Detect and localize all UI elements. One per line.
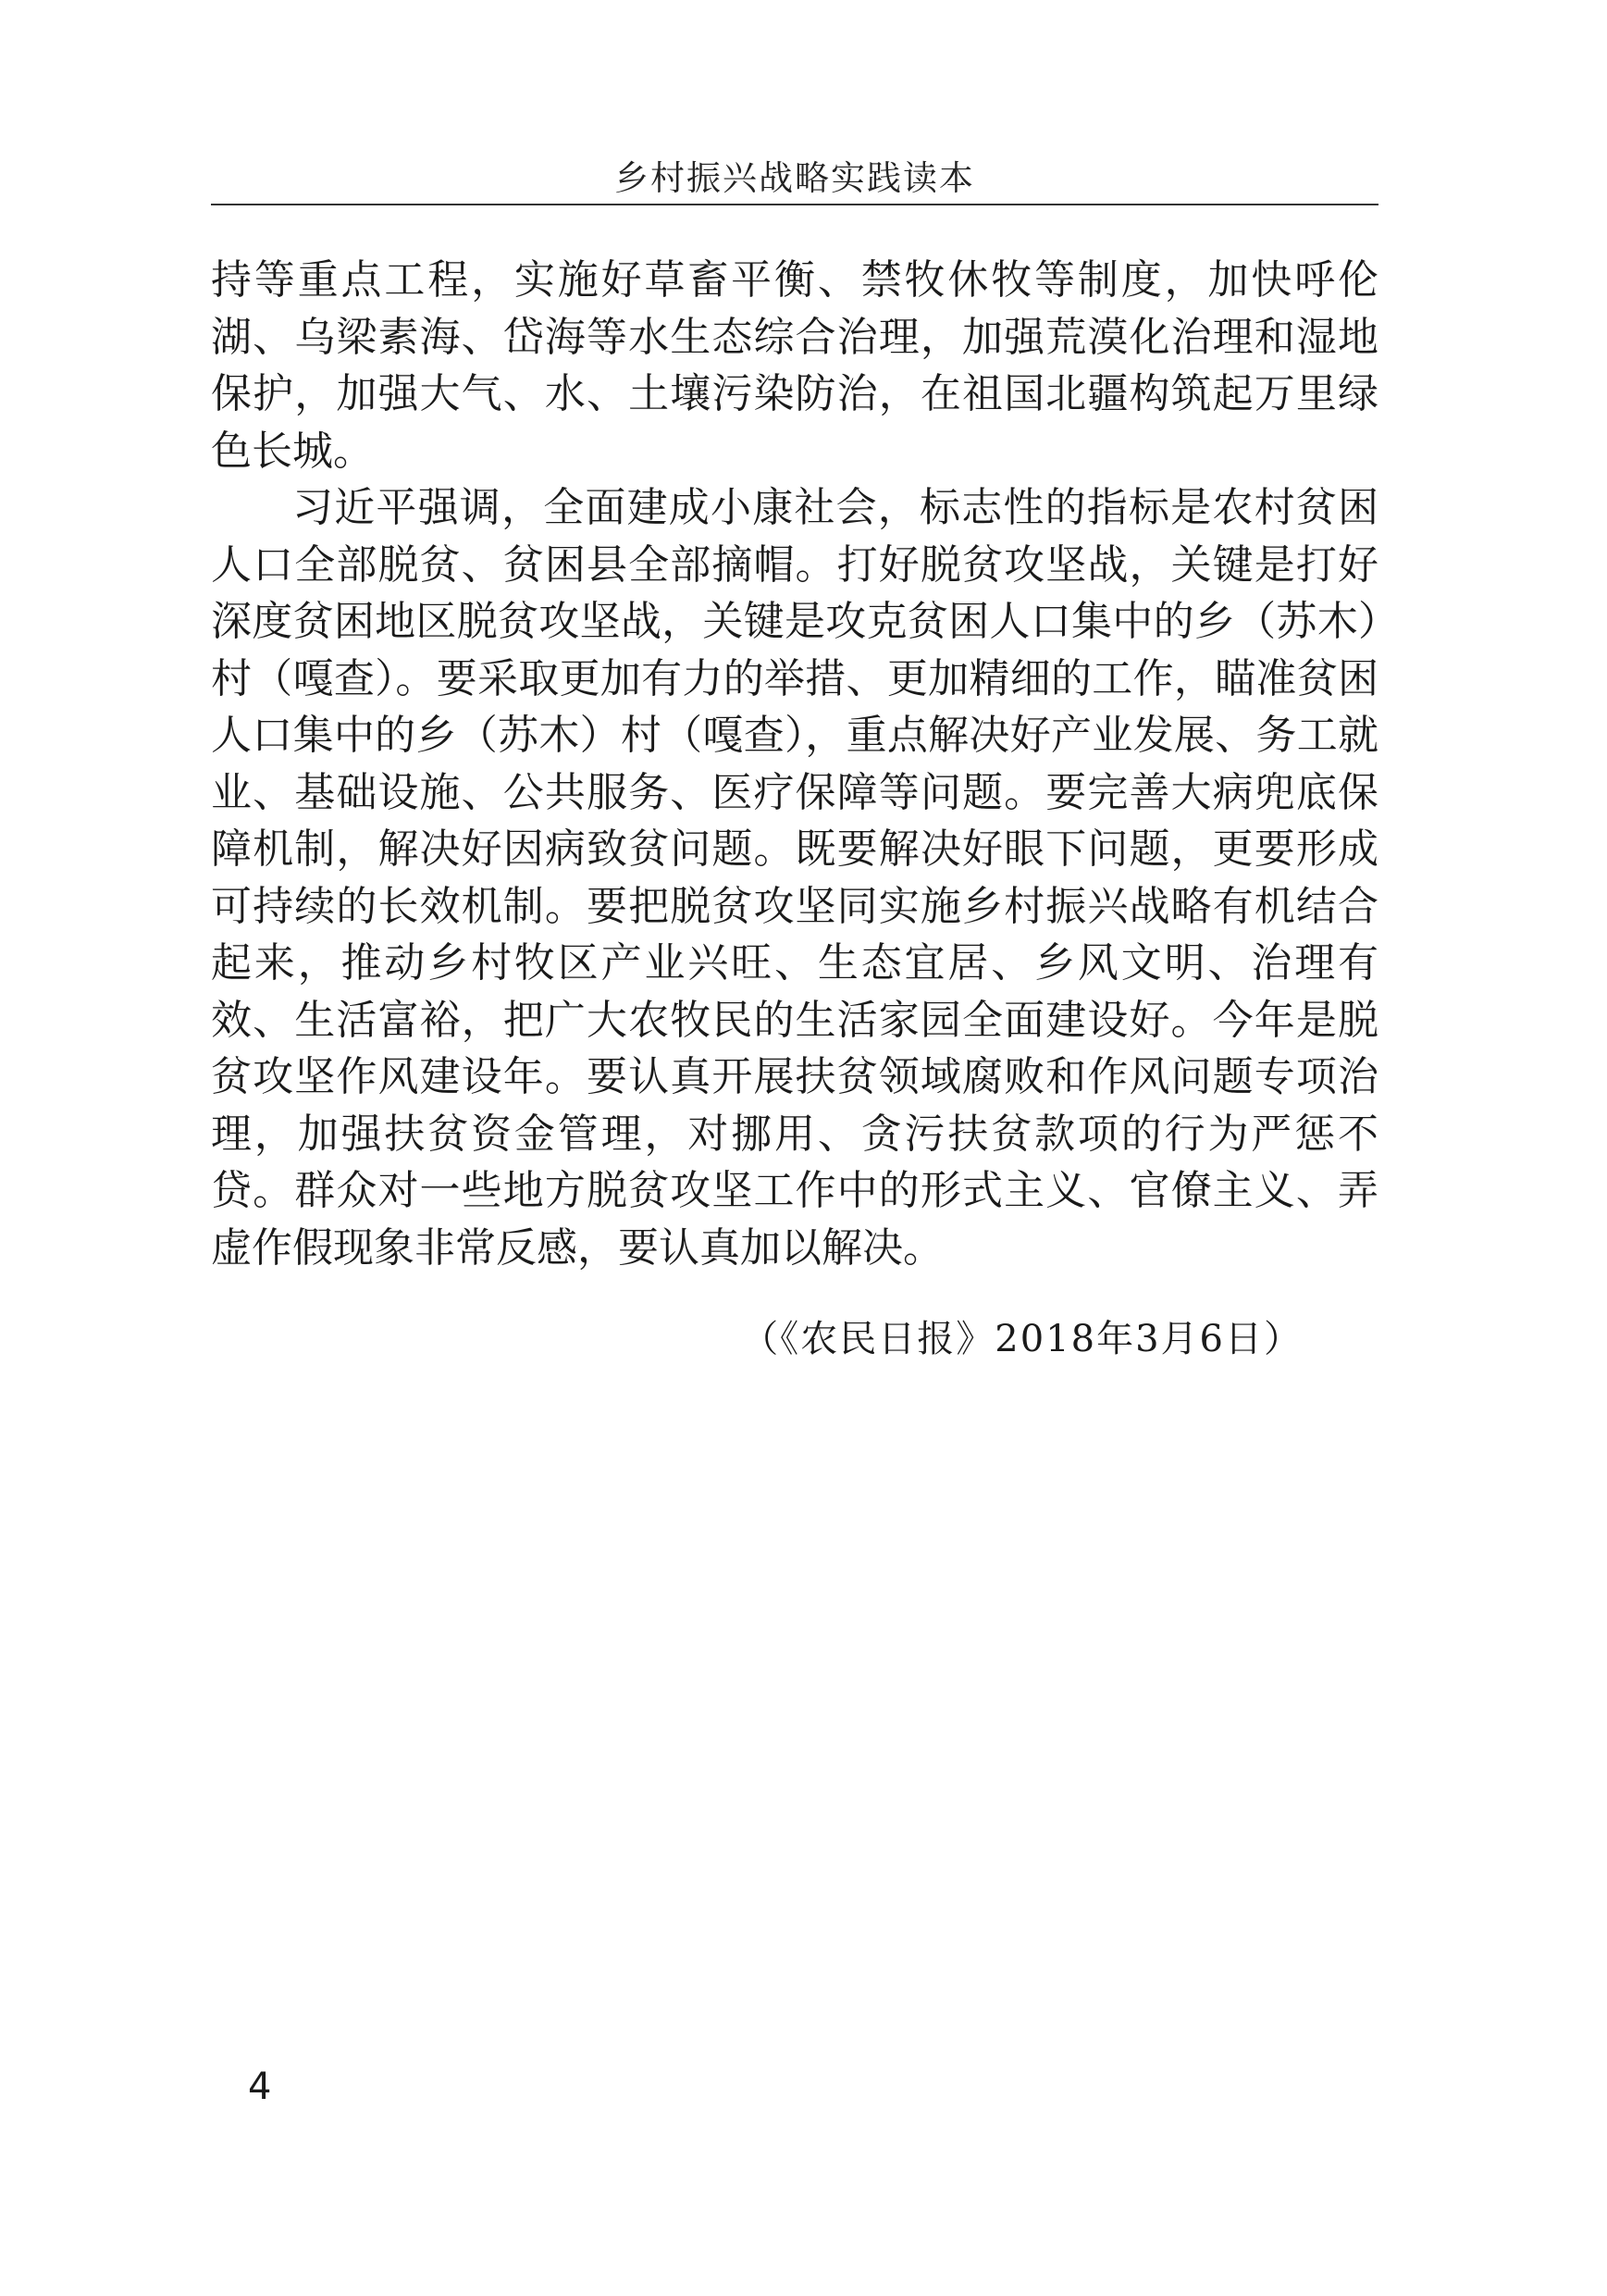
paragraph-continued: 持等重点工程，实施好草畜平衡、禁牧休牧等制度，加快呼伦湖、乌梁素海、岱海等水生态综合治理，加强荒漠化治理和湿地保护，加强大气、水、土壤污染防治，在祖国北疆构筑起万里绿色长城。 (211, 256, 1378, 475)
running-head (211, 139, 1378, 205)
book-title: 乡村振兴战略实践读本 (614, 158, 975, 198)
page-number: 4 (248, 2066, 272, 2108)
body-text (211, 252, 1378, 1276)
paragraph: 习近平强调，全面建成小康社会，标志性的指标是农村贫困人口全部脱贫、贫困县全部摘帽。打好脱贫攻坚战，关键是打好深度贫困地区脱贫攻坚战，关键是攻克贫困人口集中的乡（苏木）村（嘎查）。要采取更加有力的举措、更加精细的工作，瞄准贫困人口集中的乡（苏木）村（嘎查），重点解决好产业发展、务工就业、基础设施、公共服务、医疗保障等问题。要完善大病兜底保障机制，解决好因病致贫问题。既要解决好眼下问题，更要形成可持续的长效机制。要把脱贫攻坚同实施乡村振兴战略有机结合起来，推动乡村牧区产业兴旺、生态宜居、乡风文明、治理有效、生活富裕，把广大农牧民的生活家园全面建设好。今年是脱贫攻坚作风建设年。要认真开展扶贫领域腐败和作风问题专项治理，加强扶贫资金管理，对挪用、贪污扶贫款项的行为严惩不贷。群众对一些地方脱贫攻坚工作中的形式主义、官僚主义、弄虚作假现象非常反感，要认真加以解决。 (211, 484, 1378, 1272)
source-citation: （《农民日报》2018年3月6日） (741, 1318, 1303, 1360)
